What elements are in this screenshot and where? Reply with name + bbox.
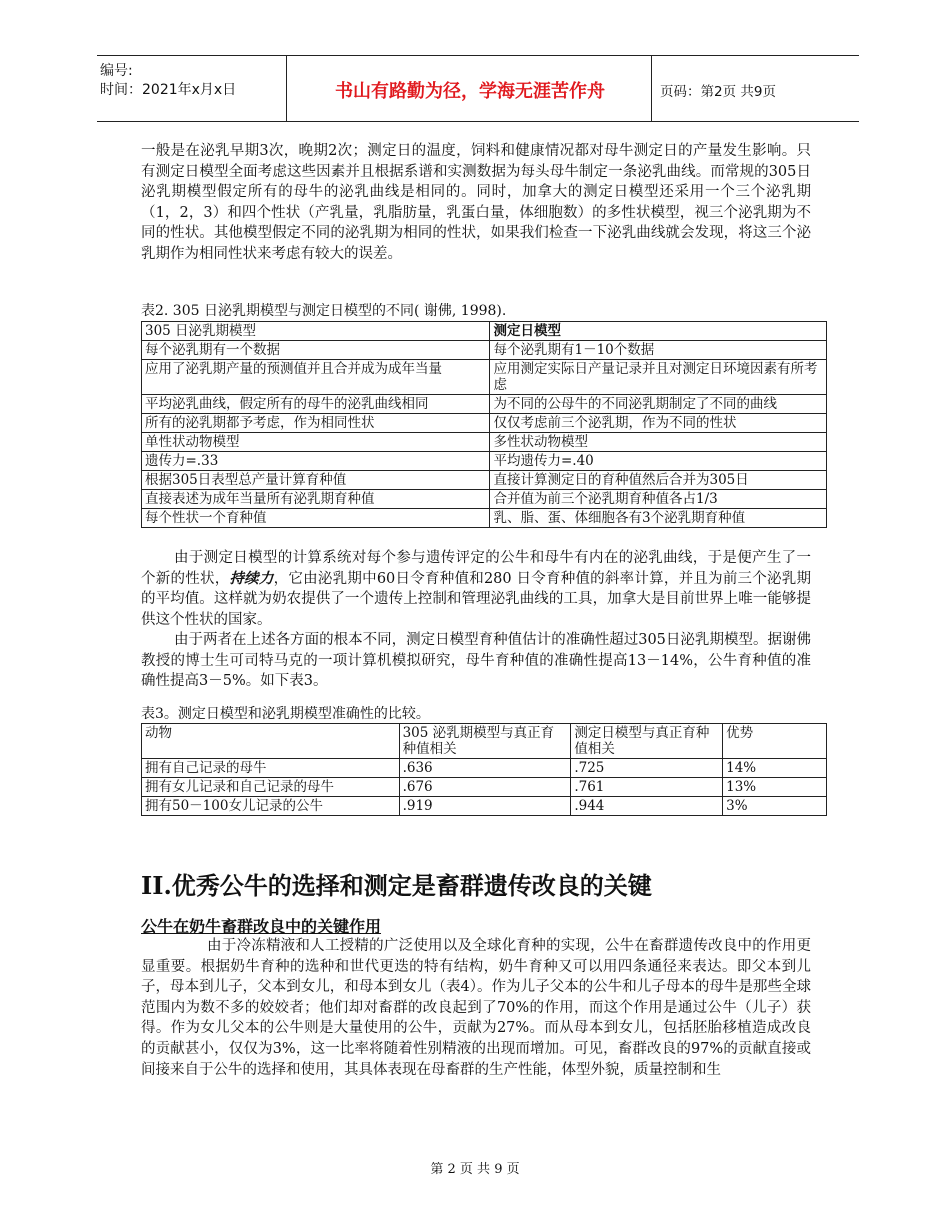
table-cell: 单性状动物模型 bbox=[142, 433, 490, 452]
page-footer: 第 2 页 共 9 页 bbox=[430, 1162, 520, 1177]
table-cell: 拥有自己记录的母牛 bbox=[142, 759, 400, 778]
header-bottom-rule bbox=[97, 121, 859, 122]
table-header-cell: 305 日泌乳期模型 bbox=[142, 322, 490, 341]
table-cell: 多性状动物模型 bbox=[490, 433, 827, 452]
table3-caption: 表3。测定日模型和泌乳期模型准确性的比较。 bbox=[141, 706, 430, 722]
header-meta bbox=[100, 62, 236, 100]
table-cell: .919 bbox=[399, 797, 571, 816]
table-cell: 遗传力=.33 bbox=[142, 452, 490, 471]
table-cell: 乳、脂、蛋、体细胞各有3个泌乳期育种值 bbox=[490, 509, 827, 528]
table-header-row bbox=[142, 322, 827, 341]
subsection-heading: 公牛在奶牛畜群改良中的关键作用 bbox=[141, 917, 382, 936]
header-motto: 书山有路勤为径，学海无涯苦作舟 bbox=[335, 81, 605, 102]
table-row bbox=[142, 509, 827, 528]
intro-paragraph: 一般是在泌乳早期3次，晚期2次；测定日的温度，饲料和健康情况都对母牛测定日的产量发生影响。只有测定日模型全面考虑这些因素并且根据系谱和实测数据为每头母牛制定一条泌乳曲线。而常规的305日泌乳期模型假定所有的母牛的泌乳曲线是相同的。同时，加拿大的测定日模型还采用一个三个泌乳期（1，2，3）和四个性状（产乳量，乳脂肪量，乳蛋白量，体细胞数）的多性状模型，视三个泌乳期为不同的性状。其他模型假定不同的泌乳期为相同的性状，如果我们检查一下泌乳曲线就会发现，将这三个泌乳期作为相同性状来考虑有较大的误差。 bbox=[141, 143, 811, 262]
table2-caption: 表2. 305 日泌乳期模型与测定日模型的不同( 谢佛, 1998). bbox=[141, 303, 507, 319]
paragraph-text: ，它由泌乳期中60日令育种值和280 日令育种值的斜率计算，并且为前三个泌乳期的平均值。这样就为奶农提供了一个遗传上控制和管理泌乳曲线的工具，加拿大是目前世界上唯一能够提供这个性状的国家。 bbox=[141, 570, 812, 628]
table-cell: 应用了泌乳期产量的预测值并且合并成为成年当量 bbox=[142, 360, 490, 395]
header-divider bbox=[286, 55, 287, 121]
header-page-number: 页码：第2页 共9页 bbox=[660, 84, 776, 100]
table-header-cell: 305 泌乳期模型与真正育种值相关 bbox=[399, 724, 571, 759]
persistency-paragraph bbox=[141, 548, 811, 630]
section-heading: II.优秀公牛的选择和测定是畜群遗传改良的关键 bbox=[141, 871, 652, 900]
persistency-term: 持续力 bbox=[229, 569, 274, 587]
table-cell: 3% bbox=[723, 797, 827, 816]
table-cell: 合并值为前三个泌乳期育种值各占1/3 bbox=[490, 490, 827, 509]
table-cell: 14% bbox=[723, 759, 827, 778]
table-row bbox=[142, 414, 827, 433]
table-header-cell: 动物 bbox=[142, 724, 400, 759]
table-cell: 直接表述为成年当量所有泌乳期育种值 bbox=[142, 490, 490, 509]
table-cell: .761 bbox=[571, 778, 723, 797]
table-row bbox=[142, 433, 827, 452]
table-row bbox=[142, 360, 827, 395]
table-cell: 平均遗传力=.40 bbox=[490, 452, 827, 471]
header-divider bbox=[651, 55, 652, 121]
table-cell: 13% bbox=[723, 778, 827, 797]
table-row bbox=[142, 759, 827, 778]
table-row bbox=[142, 341, 827, 360]
table-row bbox=[142, 778, 827, 797]
paragraph-text: 由于测定日模型的计算系统对每个参与遗传评定的公牛和母牛有内在的泌乳曲线，于是便产生了一个新的性状， bbox=[141, 550, 811, 587]
table-cell: 每个性状一个育种值 bbox=[142, 509, 490, 528]
table-cell: 每个泌乳期有一个数据 bbox=[142, 341, 490, 360]
accuracy-paragraph: 由于两者在上述各方面的根本不同，测定日模型育种值估计的准确性超过305日泌乳期模型。据谢佛教授的博士生可司特马克的一项计算机模拟研究，母牛育种值的准确性提高13－14%，公牛育种值的准确性提高3－5%。如下表3。 bbox=[141, 632, 811, 690]
table-header-cell: 测定日模型 bbox=[490, 322, 827, 341]
comparison-table-2 bbox=[141, 321, 827, 528]
table-cell: .676 bbox=[399, 778, 571, 797]
table-row bbox=[142, 490, 827, 509]
bull-role-paragraph: 由于冷冻精液和人工授精的广泛使用以及全球化育种的实现，公牛在畜群遗传改良中的作用更显重要。根据奶牛育种的选种和世代更迭的特有结构，奶牛育种又可以用四条通径来表达。即父本到儿子，母本到儿子，父本到女儿，和母本到女儿（表4）。作为儿子父本的公牛和儿子母本的母牛是那些全球范围内为数不多的姣姣者；他们却对畜群的改良起到了70%的作用，而这个作用是通过公牛（儿子）获得。作为女儿父本的公牛则是大量使用的公牛，贡献为27%。而从母本到女儿，包括胚胎移植造成改良的贡献甚小，仅仅为3%，这一比率将随着性别精液的出现而增加。可见，畜群改良的97%的贡献直接或间接来自于公牛的选择和使用，其具体表现在母畜群的生产性能，体型外貌，质量控制和生 bbox=[141, 938, 811, 1078]
document-date: 时间：2021年x月x日 bbox=[100, 82, 237, 98]
table-row bbox=[142, 395, 827, 414]
table-header-cell: 测定日模型与真正育种值相关 bbox=[571, 724, 723, 759]
accuracy-table-3 bbox=[141, 723, 827, 816]
table-cell: 拥有50－100女儿记录的公牛 bbox=[142, 797, 400, 816]
table-row bbox=[142, 797, 827, 816]
table-cell: 根据305日表型总产量计算育种值 bbox=[142, 471, 490, 490]
document-number: 编号: bbox=[100, 63, 133, 79]
table-header-cell: 优势 bbox=[723, 724, 827, 759]
table-cell: 拥有女儿记录和自己记录的母牛 bbox=[142, 778, 400, 797]
table-cell: 应用测定实际日产量记录并且对测定日环境因素有所考虑 bbox=[490, 360, 827, 395]
table-cell: 所有的泌乳期都予考虑，作为相同性状 bbox=[142, 414, 490, 433]
table-cell: 直接计算测定日的育种值然后合并为305日 bbox=[490, 471, 827, 490]
table-row bbox=[142, 452, 827, 471]
table-cell: 每个泌乳期有1－10个数据 bbox=[490, 341, 827, 360]
table-row bbox=[142, 471, 827, 490]
table-cell: .725 bbox=[571, 759, 723, 778]
table-cell: 仅仅考虑前三个泌乳期，作为不同的性状 bbox=[490, 414, 827, 433]
table-cell: 为不同的公母牛的不同泌乳期制定了不同的曲线 bbox=[490, 395, 827, 414]
table-cell: .636 bbox=[399, 759, 571, 778]
table-cell: .944 bbox=[571, 797, 723, 816]
header-top-rule bbox=[97, 55, 859, 56]
table-cell: 平均泌乳曲线，假定所有的母牛的泌乳曲线相同 bbox=[142, 395, 490, 414]
table-header-row bbox=[142, 724, 827, 759]
